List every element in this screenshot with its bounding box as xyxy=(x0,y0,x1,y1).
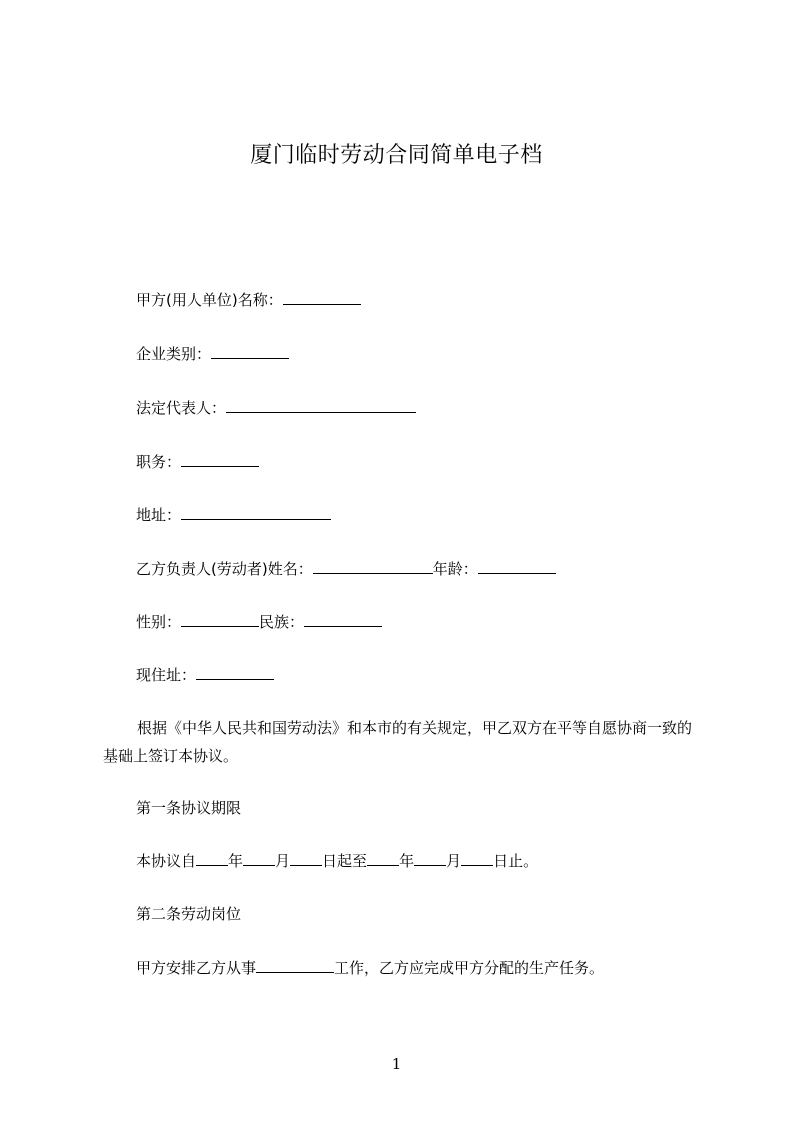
start-month-blank[interactable] xyxy=(243,850,275,866)
employer-name-blank[interactable] xyxy=(283,289,361,305)
employer-name-line xyxy=(136,289,361,311)
gender-label: 性别： xyxy=(136,613,182,631)
article1-day-to: 日起至 xyxy=(322,852,368,870)
article1-year1: 年 xyxy=(228,852,244,870)
address-label: 地址： xyxy=(136,506,182,524)
residence-line xyxy=(136,664,274,686)
article1-heading: 第一条协议期限 xyxy=(136,799,242,817)
article2-prefix: 甲方安排乙方从事 xyxy=(136,959,257,977)
end-day-blank[interactable] xyxy=(461,850,493,866)
article1-day-end: 日止。 xyxy=(493,852,539,870)
company-type-label: 企业类别： xyxy=(136,345,212,363)
age-label: 年龄： xyxy=(432,560,478,578)
position-blank[interactable] xyxy=(181,451,259,467)
article1-month2: 月 xyxy=(446,852,462,870)
gender-blank[interactable] xyxy=(181,611,259,627)
worker-name-blank[interactable] xyxy=(313,558,433,574)
article1-year2: 年 xyxy=(399,852,415,870)
worker-name-line xyxy=(136,558,556,580)
document-title: 厦门临时劳动合同简单电子档 xyxy=(250,143,543,168)
intro-paragraph xyxy=(103,714,703,770)
end-year-blank[interactable] xyxy=(367,850,399,866)
employer-name-label: 甲方(用人单位)名称： xyxy=(136,291,283,309)
company-type-blank[interactable] xyxy=(211,343,289,359)
article2-text-line xyxy=(136,957,604,979)
article1-month1: 月 xyxy=(275,852,291,870)
article1-prefix: 本协议自 xyxy=(136,852,197,870)
start-day-blank[interactable] xyxy=(290,850,322,866)
company-type-line xyxy=(136,343,289,365)
address-line xyxy=(136,504,331,526)
end-month-blank[interactable] xyxy=(414,850,446,866)
legal-rep-blank[interactable] xyxy=(226,397,416,413)
article2-suffix: 工作，乙方应完成甲方分配的生产任务。 xyxy=(334,959,605,977)
position-line xyxy=(136,451,259,473)
page-number: 1 xyxy=(391,1055,402,1073)
ethnicity-blank[interactable] xyxy=(304,611,382,627)
age-blank[interactable] xyxy=(478,558,556,574)
intro-text: 根据《中华人民共和国劳动法》和本市的有关规定，甲乙双方在平等自愿协商一致的基础上签订本协议。 xyxy=(103,719,693,765)
legal-rep-label: 法定代表人： xyxy=(136,399,227,417)
article1-term-line xyxy=(136,850,538,872)
residence-blank[interactable] xyxy=(196,664,274,680)
job-blank[interactable] xyxy=(256,957,334,973)
legal-rep-line xyxy=(136,397,416,419)
start-year-blank[interactable] xyxy=(196,850,228,866)
ethnicity-label: 民族： xyxy=(259,613,305,631)
worker-name-label: 乙方负责人(劳动者)姓名： xyxy=(136,560,313,578)
residence-label: 现住址： xyxy=(136,666,197,684)
article2-heading: 第二条劳动岗位 xyxy=(136,905,242,923)
gender-line xyxy=(136,611,382,633)
address-blank[interactable] xyxy=(181,504,331,520)
position-label: 职务： xyxy=(136,453,182,471)
